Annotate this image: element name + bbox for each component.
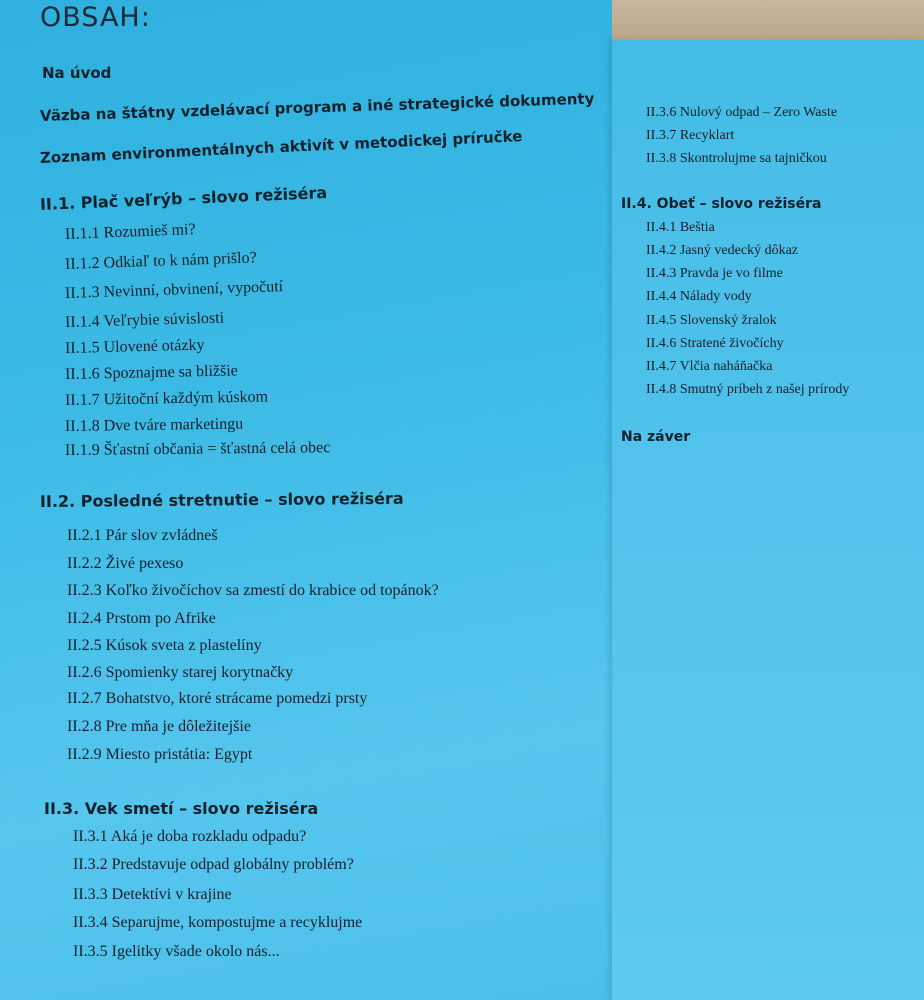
toc-item: II.2.1 Pár slov zvládneš xyxy=(67,527,218,544)
toc-item: II.3.2 Predstavuje odpad globálny problém? xyxy=(73,856,354,873)
section-title: II.3. Vek smetí – slovo režiséra xyxy=(44,799,319,818)
toc-item: II.2.8 Pre mňa je dôležitejšie xyxy=(67,718,251,735)
closing-heading: Na záver xyxy=(621,429,691,445)
toc-item: II.2.7 Bohatstvo, ktoré strácame pomedzi prsty xyxy=(67,690,368,707)
toc-item: II.1.4 Veľrybie súvislosti xyxy=(64,309,225,331)
toc-item: II.4.8 Smutný príbeh z našej prírody xyxy=(646,382,850,397)
toc-item: II.4.5 Slovenský žralok xyxy=(646,313,777,328)
section-title: II.1. Plač veľrýb – slovo režiséra xyxy=(39,182,328,214)
table-surface xyxy=(608,0,924,42)
toc-item: II.3.8 Skontrolujme sa tajničkou xyxy=(646,151,827,166)
right-page xyxy=(612,40,924,1000)
toc-item: II.1.3 Nevinní, obvinení, vypočutí xyxy=(64,278,284,302)
toc-item: II.2.4 Prstom po Afrike xyxy=(67,610,216,627)
toc-item: II.1.8 Dve tváre marketingu xyxy=(64,415,244,435)
section-title: II.2. Posledné stretnutie – slovo režiséra xyxy=(39,488,404,511)
toc-item: II.2.9 Miesto pristátia: Egypt xyxy=(67,746,253,763)
toc-item: II.4.2 Jasný vedecký dôkaz xyxy=(646,243,799,258)
toc-item: II.4.6 Stratené živočíchy xyxy=(646,336,784,351)
toc-item: II.2.5 Kúsok sveta z plastelíny xyxy=(67,637,262,654)
toc-item: II.1.6 Spoznajme sa bližšie xyxy=(64,362,238,383)
toc-item: II.3.1 Aká je doba rozkladu odpadu? xyxy=(73,828,307,845)
toc-item: II.1.5 Ulovené otázky xyxy=(64,336,205,357)
toc-item: II.1.2 Odkiaľ to k nám prišlo? xyxy=(64,249,257,273)
toc-item: II.2.2 Živé pexeso xyxy=(67,555,184,572)
toc-item: II.3.4 Separujme, kompostujme a recyklujme xyxy=(73,914,363,931)
toc-item: II.1.7 Užitoční každým kúskom xyxy=(64,388,269,409)
toc-item: II.4.1 Beštia xyxy=(646,220,715,235)
toc-item: II.3.6 Nulový odpad – Zero Waste xyxy=(646,105,838,120)
intro-heading: Zoznam environmentálnych aktivít v metodickej príručke xyxy=(39,127,523,167)
toc-item: II.3.5 Igelitky všade okolo nás... xyxy=(73,943,280,960)
toc-item: II.4.4 Nálady vody xyxy=(646,289,752,304)
section-title: II.4. Obeť – slovo režiséra xyxy=(621,196,822,212)
toc-item: II.4.7 Vlčia naháňačka xyxy=(646,359,773,374)
toc-item: II.3.3 Detektívi v krajine xyxy=(73,886,232,903)
intro-heading: Na úvod xyxy=(42,64,112,82)
toc-item: II.3.7 Recyklart xyxy=(646,128,735,143)
intro-heading: Väzba na štátny vzdelávací program a iné strategické dokumenty xyxy=(39,89,595,125)
toc-item: II.1.1 Rozumieš mi? xyxy=(64,220,196,243)
page-title: OBSAH: xyxy=(40,2,151,33)
toc-item: II.2.3 Koľko živočíchov sa zmestí do krabice od topánok? xyxy=(67,582,439,599)
toc-item: II.4.3 Pravda je vo filme xyxy=(646,266,783,281)
toc-item: II.1.9 Šťastní občania = šťastná celá obec xyxy=(64,439,331,459)
toc-item: II.2.6 Spomienky starej korytnačky xyxy=(67,664,294,681)
